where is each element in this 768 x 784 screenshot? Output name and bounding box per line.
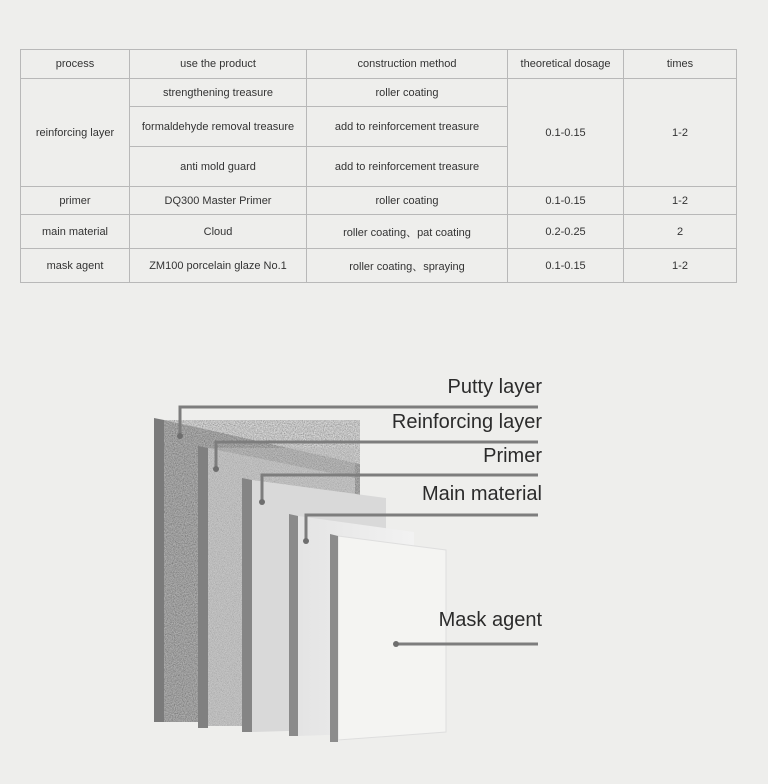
table-row: [21, 215, 737, 249]
cell-process: main material: [21, 215, 130, 249]
header-process: process: [21, 50, 130, 79]
cell-process: primer: [21, 187, 130, 215]
mask-agent-layer-panel: [330, 534, 446, 742]
putty-layer-label: Putty layer: [447, 376, 542, 398]
header-dosage: theoretical dosage: [508, 50, 624, 79]
cell-method: roller coating: [307, 187, 508, 215]
table-row: [21, 79, 737, 107]
cell-product: DQ300 Master Primer: [130, 187, 307, 215]
primer-layer-label: Primer: [483, 445, 542, 467]
cell-product: anti mold guard: [130, 147, 307, 187]
cell-method: add to reinforcement treasure: [307, 147, 508, 187]
header-method: construction method: [307, 50, 508, 79]
table-header-row: [21, 50, 737, 79]
cell-method: roller coating、spraying: [307, 249, 508, 283]
cell-times: 1-2: [624, 187, 737, 215]
cell-product: ZM100 porcelain glaze No.1: [130, 249, 307, 283]
cell-times: 2: [624, 215, 737, 249]
cell-method: add to reinforcement treasure: [307, 107, 508, 147]
cell-product: formaldehyde removal treasure: [130, 107, 307, 147]
cell-method: roller coating: [307, 79, 508, 107]
layer-diagram: [0, 330, 768, 784]
reinforcing-layer-label: Reinforcing layer: [391, 411, 542, 433]
cell-product: Cloud: [130, 215, 307, 249]
cell-dosage: 0.1-0.15: [508, 249, 624, 283]
header-times: times: [624, 50, 737, 79]
cell-method: roller coating、pat coating: [307, 215, 508, 249]
cell-dosage: 0.1-0.15: [508, 187, 624, 215]
mask-agent-layer-label: Mask agent: [438, 609, 542, 631]
cell-dosage: 0.2-0.25: [508, 215, 624, 249]
cell-process: mask agent: [21, 249, 130, 283]
layer-diagram-graphic: [0, 330, 768, 784]
cell-process: reinforcing layer: [21, 79, 130, 187]
cell-times: 1-2: [624, 249, 737, 283]
construction-spec-table: [20, 49, 737, 283]
main-material-layer-label: Main material: [421, 483, 542, 505]
cell-product: strengthening treasure: [130, 79, 307, 107]
header-product: use the product: [130, 50, 307, 79]
table-row: [21, 187, 737, 215]
cell-dosage: 0.1-0.15: [508, 79, 624, 187]
cell-times: 1-2: [624, 79, 737, 187]
table-row: [21, 249, 737, 283]
